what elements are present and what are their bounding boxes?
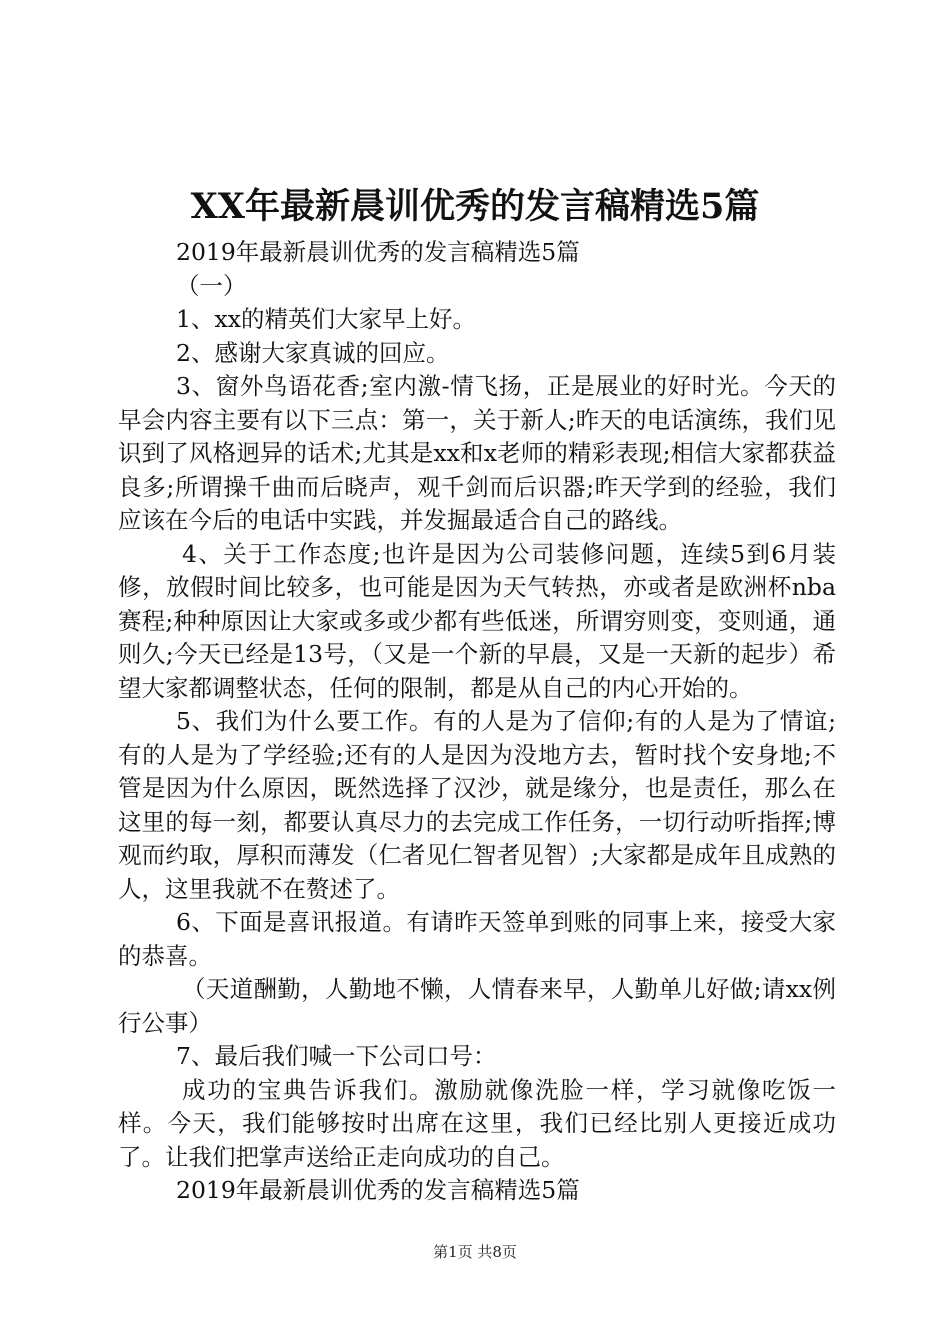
paragraph-5: 5、我们为什么要工作。有的人是为了信仰;有的人是为了情谊;有的人是为了学经验;还有的人是因为没地方去，暂时找个安身地;不管是因为什么原因，既然选择了汉沙，就是缘分，也是责任，那么在这里的每一刻，都要认真尽力的去完成工作任务，一切行动听指挥;博观而约取，厚积而薄发（仁者见仁智者见智）;大家都是成年且成熟的人，这里我就不在赘述了。 — [118, 707, 836, 903]
paragraph-9: 成功的宝典告诉我们。激励就像洗脸一样，学习就像吃饭一样。今天，我们能够按时出席在这里，我们已经比别人更接近成功了。让我们把掌声送给正走向成功的自己。 — [118, 1075, 836, 1171]
paragraph-1: 1、xx的精英们大家早上好。 — [176, 305, 476, 333]
document-body — [118, 236, 836, 1208]
section-marker: （一） — [176, 271, 247, 300]
document-title: XX年最新晨训优秀的发言稿精选5篇 — [190, 186, 760, 227]
paragraph-4: 4、关于工作态度;也许是因为公司装修问题，连续5到6月装修，放假时间比较多，也可能是因为天气转热，亦或者是欧洲杯nba赛程;种种原因让大家或多或少都有些低迷，所谓穷则变，变则通，通则久;今天已经是13号，（又是一个新的早晨，又是一天新的起步）希望大家都调整状态，任何的限制，都是从自己的内心开始的。 — [118, 539, 836, 702]
closing-title-paragraph: 2019年最新晨训优秀的发言稿精选5篇 — [176, 1176, 580, 1204]
subtitle-paragraph: 2019年最新晨训优秀的发言稿精选5篇 — [176, 238, 580, 266]
paragraph-3: 3、窗外鸟语花香;室内激-情飞扬，正是展业的好时光。今天的早会内容主要有以下三点：第一，关于新人;昨天的电话演练，我们见识到了风格迥异的话术;尤其是xx和x老师的精彩表现;相信大家都获益良多;所谓操千曲而后晓声，观千剑而后识器;昨天学到的经验，我们应该在今后的电话中实践，并发掘最适合自己的路线。 — [118, 372, 836, 534]
paragraph-6: 6、下面是喜讯报道。有请昨天签单到账的同事上来，接受大家的恭喜。 — [118, 908, 836, 970]
page-number-footer: 第1页 共8页 — [433, 1243, 517, 1261]
paragraph-7: （天道酬勤，人勤地不懒，人情春来早，人勤单儿好做;请xx例行公事） — [118, 975, 836, 1037]
paragraph-2: 2、感谢大家真诚的回应。 — [176, 338, 450, 367]
paragraph-8: 7、最后我们喊一下公司口号： — [176, 1042, 497, 1070]
